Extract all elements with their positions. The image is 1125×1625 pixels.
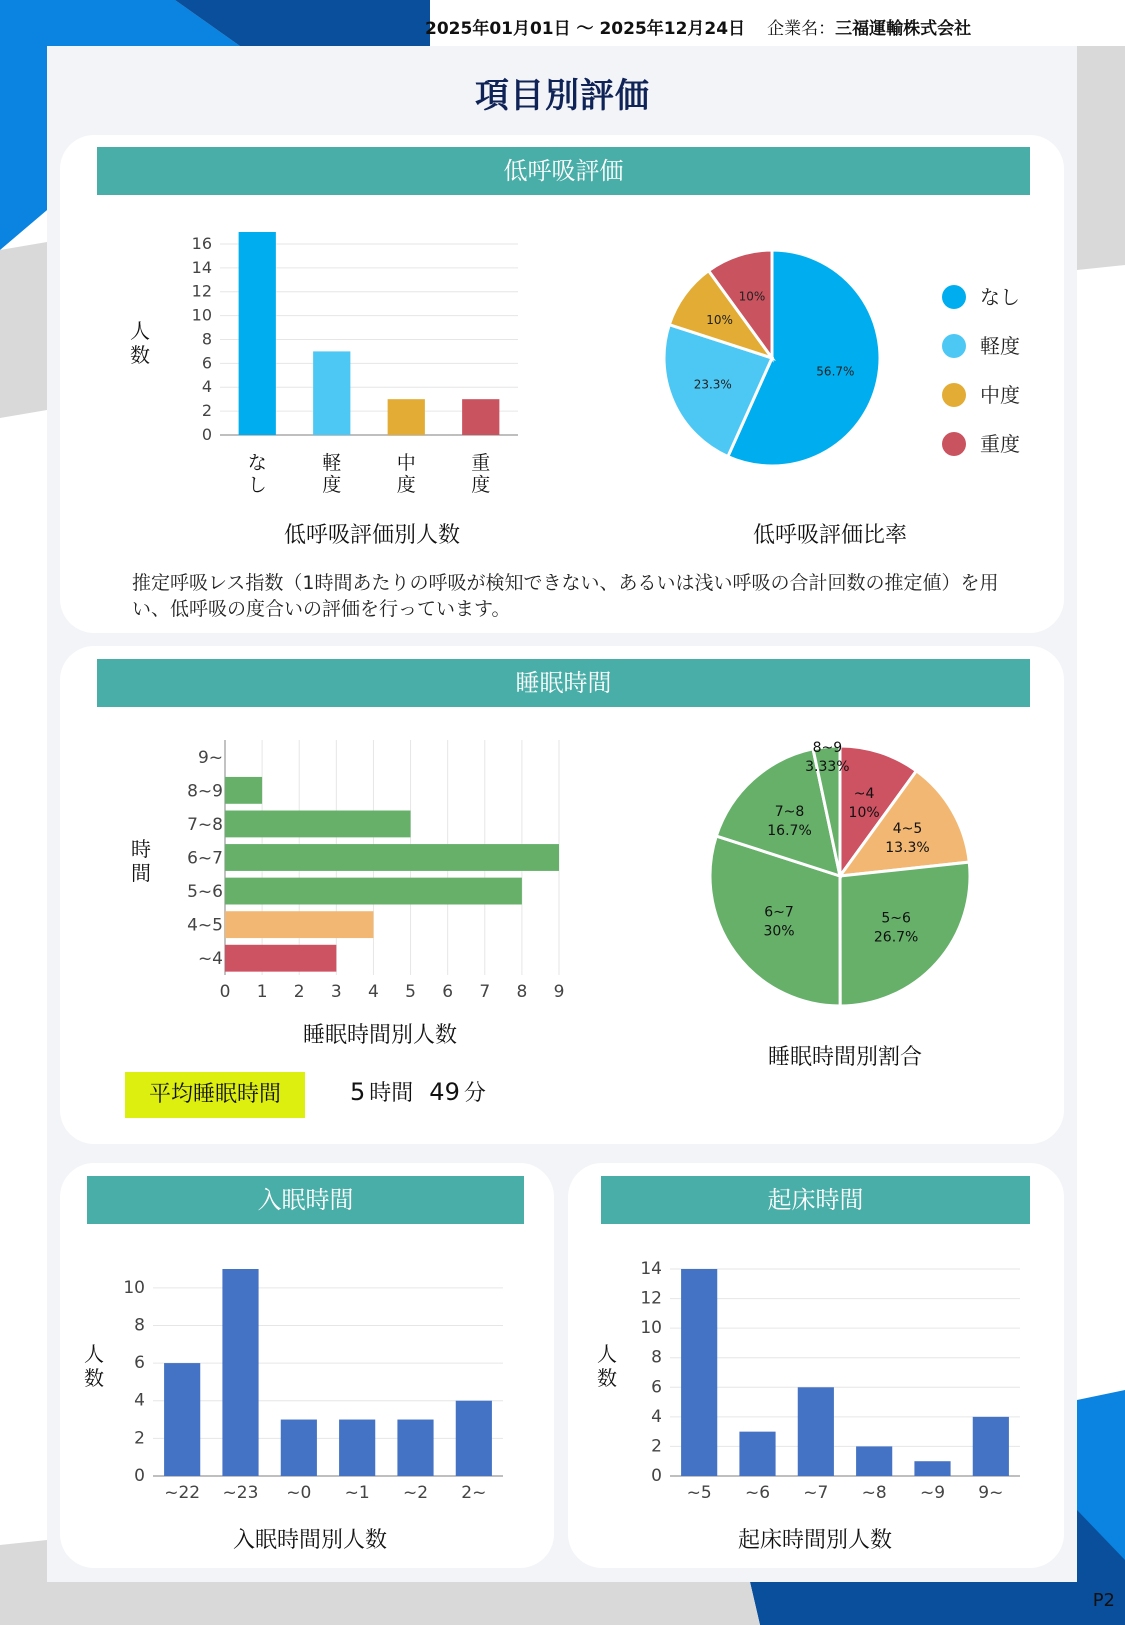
- y-tick-label: ~4: [197, 949, 223, 970]
- svg-text:な: な: [247, 452, 267, 474]
- bar-重度: [462, 399, 499, 435]
- y-tick-label: 6: [201, 353, 212, 373]
- y-tick-label: 2: [651, 1436, 662, 1457]
- svg-text:10%: 10%: [848, 804, 880, 821]
- y-tick-label: 12: [640, 1288, 662, 1309]
- y-axis-label: [597, 1342, 617, 1390]
- legend-swatch: [942, 383, 966, 407]
- svg-text:数: 数: [597, 1366, 617, 1390]
- slice-value-label: 23.3%: [693, 377, 732, 392]
- x-tick-label: ~9: [919, 1483, 946, 1503]
- x-tick-label: ~23: [222, 1483, 259, 1503]
- average-sleep-minutes: 49: [429, 1078, 460, 1106]
- waketime-bar-chart: [590, 1255, 1030, 1515]
- y-tick-label: 5~6: [187, 882, 223, 903]
- x-tick-label: 0: [219, 982, 231, 1002]
- x-tick-label: 9~: [978, 1483, 1004, 1503]
- svg-text:16.7%: 16.7%: [767, 822, 812, 839]
- y-tick-label: 0: [201, 425, 212, 444]
- y-tick-label: 10: [640, 1318, 662, 1339]
- legend-item-中度: [942, 383, 1020, 407]
- svg-text:数: 数: [84, 1366, 104, 1390]
- legend-swatch: [942, 334, 966, 358]
- bar-~0: [281, 1420, 317, 1476]
- x-tick-label: 7: [479, 982, 491, 1002]
- bar-~5: [681, 1269, 717, 1476]
- x-tick-label: ~0: [286, 1483, 312, 1503]
- bar-~2: [397, 1420, 433, 1476]
- bar-~23: [222, 1269, 258, 1476]
- y-tick-label: 14: [640, 1259, 662, 1279]
- y-tick-label: 14: [191, 257, 212, 277]
- y-axis-label: [84, 1342, 104, 1390]
- sleep-bar-chart-title: 睡眠時間別人数: [302, 1023, 457, 1048]
- bar-2~: [456, 1401, 492, 1476]
- svg-text:5~6: 5~6: [881, 910, 911, 927]
- legend-swatch: [942, 432, 966, 456]
- company-field: [767, 14, 971, 39]
- bar-~4: [225, 945, 336, 972]
- x-tick-label: [322, 452, 341, 496]
- y-axis-label: [131, 837, 151, 885]
- average-sleep-value: [350, 1076, 486, 1107]
- bar-~7: [798, 1387, 834, 1476]
- svg-text:重: 重: [471, 452, 491, 474]
- apnea-bar-chart: [110, 220, 530, 505]
- bar-6~7: [225, 844, 559, 871]
- slice-value-label: 10%: [706, 312, 733, 327]
- minutes-unit: 分: [463, 1081, 486, 1106]
- x-tick-label: ~7: [803, 1483, 829, 1503]
- svg-text:人: 人: [130, 319, 150, 343]
- bar-~8: [856, 1446, 892, 1476]
- x-tick-label: 6: [442, 982, 454, 1002]
- y-tick-label: 2: [134, 1428, 145, 1449]
- svg-text:し: し: [247, 474, 267, 496]
- x-tick-label: 2~: [461, 1483, 487, 1503]
- x-tick-label: 1: [256, 982, 268, 1002]
- y-tick-label: 8~9: [187, 781, 223, 802]
- y-tick-label: 4: [651, 1406, 662, 1427]
- x-tick-label: ~8: [861, 1483, 887, 1503]
- svg-text:6~7: 6~7: [764, 904, 794, 921]
- y-tick-label: 7~8: [187, 814, 223, 835]
- apnea-section-header: 低呼吸評価: [97, 147, 1030, 195]
- svg-text:人: 人: [597, 1342, 617, 1366]
- y-tick-label: 8: [651, 1347, 662, 1368]
- bar-7~8: [225, 811, 411, 838]
- x-tick-label: 3: [330, 982, 342, 1002]
- y-tick-label: 6~7: [187, 848, 223, 869]
- sleep-duration-bar-chart: [115, 730, 575, 1005]
- bar-軽度: [313, 351, 350, 435]
- bar-~1: [339, 1420, 375, 1476]
- svg-text:度: 度: [322, 474, 342, 496]
- bar-5~6: [225, 878, 522, 905]
- legend-item-なし: [942, 285, 1020, 309]
- average-sleep-label: 平均睡眠時間: [125, 1072, 305, 1118]
- y-tick-label: 9~: [197, 747, 223, 768]
- bar-~22: [164, 1363, 200, 1476]
- bedtime-section-header: 入眠時間: [87, 1176, 524, 1224]
- y-tick-label: 16: [191, 233, 212, 253]
- legend-label: 重度: [980, 432, 1020, 456]
- y-tick-label: 4: [134, 1390, 145, 1411]
- waketime-section-header: 起床時間: [601, 1176, 1030, 1224]
- bar-9~: [973, 1417, 1009, 1476]
- company-label: 企業名：: [767, 18, 836, 39]
- bedtime-chart-title: 入眠時間別人数: [232, 1528, 387, 1553]
- y-tick-label: 0: [134, 1466, 145, 1486]
- svg-text:8~9: 8~9: [812, 740, 843, 756]
- svg-text:13.3%: 13.3%: [885, 839, 930, 856]
- sleep-pie-chart-title: 睡眠時間別割合: [767, 1045, 922, 1070]
- svg-text:軽: 軽: [322, 452, 342, 474]
- svg-text:度: 度: [396, 474, 416, 496]
- page-title: 項目別評価: [475, 76, 650, 116]
- slice-value-label: 56.7%: [816, 364, 855, 379]
- x-tick-label: ~1: [344, 1483, 370, 1503]
- sleep-section-header: 睡眠時間: [97, 659, 1030, 707]
- svg-text:30%: 30%: [763, 923, 795, 940]
- legend-swatch: [942, 285, 966, 309]
- x-tick-label: ~5: [686, 1483, 712, 1503]
- bar-8~9: [225, 777, 262, 804]
- x-tick-label: 5: [405, 982, 416, 1002]
- x-tick-label: ~6: [744, 1483, 771, 1503]
- svg-text:26.7%: 26.7%: [873, 929, 919, 946]
- apnea-pie-chart: [640, 230, 1040, 480]
- x-tick-label: [248, 452, 267, 496]
- svg-text:度: 度: [471, 474, 491, 496]
- legend-label: 中度: [980, 383, 1020, 407]
- y-tick-label: 6: [134, 1353, 145, 1374]
- apnea-bar-chart-title: 低呼吸評価別人数: [283, 523, 460, 548]
- y-tick-label: 12: [191, 281, 212, 301]
- y-tick-label: 8: [134, 1315, 145, 1336]
- x-tick-label: ~2: [402, 1483, 429, 1503]
- company-name: 三福運輸株式会社: [835, 18, 972, 39]
- y-tick-label: 0: [651, 1466, 662, 1486]
- page-number: P2: [1092, 1590, 1115, 1611]
- apnea-description: 推定呼吸レス指数（1時間あたりの呼吸が検知できない、あるいは浅い呼吸の合計回数の推定値）を用い、低呼吸の度合いの評価を行っています。: [132, 572, 999, 620]
- y-tick-label: 8: [201, 329, 212, 349]
- y-tick-label: 10: [191, 305, 212, 325]
- bar-~9: [914, 1461, 950, 1476]
- bar-なし: [239, 232, 276, 435]
- report-header: [425, 8, 1115, 44]
- x-tick-label: [397, 452, 416, 496]
- svg-text:7~8: 7~8: [774, 803, 805, 820]
- svg-text:4~5: 4~5: [892, 820, 923, 837]
- average-sleep-hours: 5: [350, 1078, 366, 1106]
- hours-unit: 時間: [369, 1081, 414, 1106]
- waketime-chart-title: 起床時間別人数: [737, 1528, 892, 1553]
- bar-4~5: [225, 911, 373, 938]
- y-tick-label: 6: [651, 1377, 662, 1398]
- y-tick-label: 10: [123, 1277, 145, 1298]
- slice-value-label: 10%: [738, 289, 766, 304]
- svg-text:3.33%: 3.33%: [805, 758, 850, 775]
- legend-item-軽度: [942, 334, 1020, 358]
- legend-item-重度: [942, 432, 1020, 456]
- svg-text:時: 時: [131, 837, 151, 861]
- bar-中度: [388, 399, 425, 435]
- legend-label: なし: [980, 285, 1020, 309]
- svg-text:数: 数: [130, 343, 150, 367]
- svg-text:~4: ~4: [853, 785, 875, 802]
- x-tick-label: 2: [293, 982, 305, 1002]
- x-tick-label: 8: [516, 982, 528, 1002]
- y-tick-label: 2: [201, 401, 212, 421]
- svg-text:中: 中: [396, 452, 416, 474]
- y-tick-label: 4: [201, 377, 212, 397]
- sleep-duration-pie-chart: [700, 740, 980, 1020]
- bar-~6: [739, 1432, 775, 1476]
- apnea-pie-chart-title: 低呼吸評価比率: [752, 523, 907, 548]
- x-tick-label: 4: [368, 982, 379, 1002]
- date-range: 2025年01月01日 ～ 2025年12月24日: [425, 18, 746, 39]
- svg-text:間: 間: [131, 861, 151, 885]
- x-tick-label: [471, 452, 490, 496]
- x-tick-label: 9: [553, 982, 565, 1002]
- bedtime-bar-chart: [75, 1255, 515, 1515]
- x-tick-label: ~22: [164, 1483, 201, 1503]
- legend-label: 軽度: [980, 334, 1020, 358]
- y-axis-label: [130, 319, 150, 367]
- svg-text:人: 人: [84, 1342, 104, 1366]
- y-tick-label: 4~5: [187, 915, 223, 936]
